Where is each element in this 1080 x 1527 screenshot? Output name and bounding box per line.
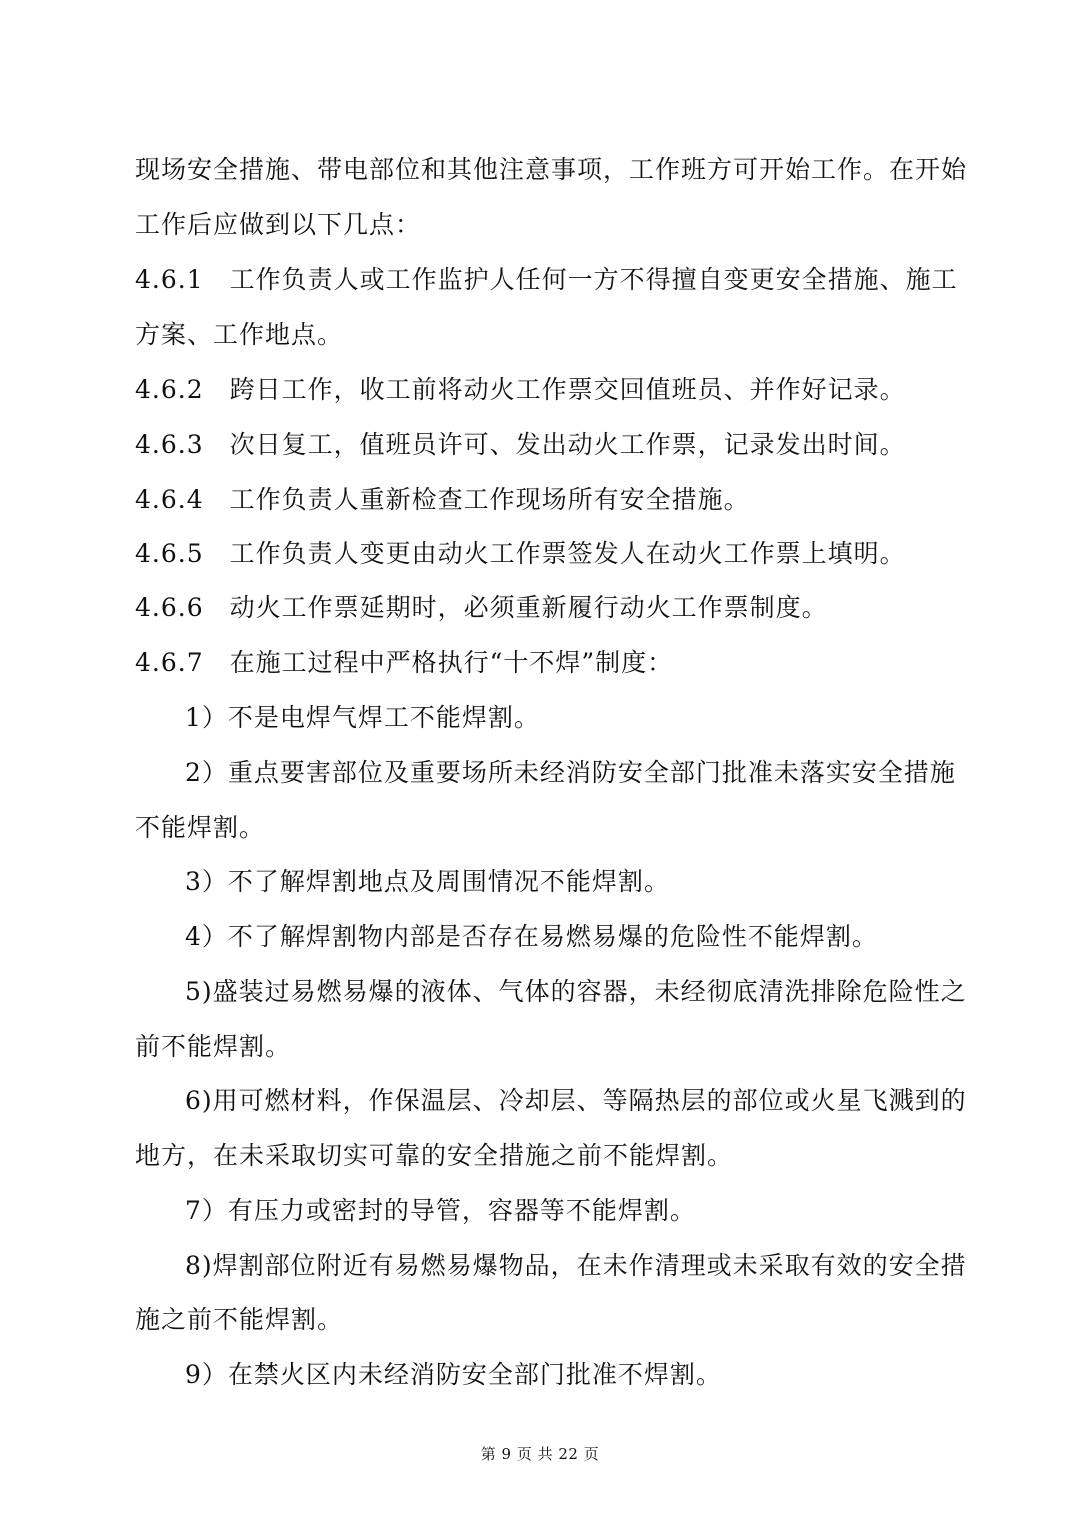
paragraph-line: 4.6.4 工作负责人重新检查工作现场所有安全措施。 [135,485,750,514]
paragraph-line: 现场安全措施、带电部位和其他注意事项，工作班方可开始工作。在开始 [135,155,968,184]
paragraph-line: 方案、工作地点。 [135,320,344,349]
paragraph-line: 4.6.1 工作负责人或工作监护人任何一方不得擅自变更安全措施、施工 [135,265,958,294]
list-item-continuation: 不能焊割。 [135,813,266,842]
paragraph-line: 工作后应做到以下几点： [135,210,422,239]
paragraph-line: 4.6.5 工作负责人变更由动火工作票签发人在动火工作票上填明。 [135,539,906,568]
list-item: 8)焊割部位附近有易燃易爆物品，在未作清理或未采取有效的安全措 [185,1251,967,1280]
list-item-continuation: 施之前不能焊割。 [135,1305,344,1334]
list-item: 5)盛装过易燃易爆的液体、气体的容器，未经彻底清洗排除危险性之 [185,977,967,1006]
paragraph-line: 4.6.2 跨日工作，收工前将动火工作票交回值班员、并作好记录。 [135,375,906,404]
list-item: 7）有压力或密封的导管，容器等不能焊割。 [185,1196,696,1225]
paragraph-line: 4.6.6 动火工作票延期时，必须重新履行动火工作票制度。 [135,593,828,622]
list-item: 9）在禁火区内未经消防安全部门批准不焊割。 [185,1360,722,1389]
list-item: 3）不了解焊割地点及周围情况不能焊割。 [185,867,670,896]
page-number-footer: 第 9 页 共 22 页 [480,1445,600,1463]
list-item: 1）不是电焊气焊工不能焊割。 [185,703,540,732]
list-item: 6)用可燃材料，作保温层、冷却层、等隔热层的部位或火星飞溅到的 [185,1086,967,1115]
paragraph-line: 4.6.3 次日复工，值班员许可、发出动火工作票，记录发出时间。 [135,430,906,459]
list-item-continuation: 地方，在未采取切实可靠的安全措施之前不能焊割。 [135,1141,734,1170]
list-item-continuation: 前不能焊割。 [135,1032,292,1061]
list-item: 4）不了解焊割物内部是否存在易燃易爆的危险性不能焊割。 [185,922,878,951]
paragraph-line: 4.6.7 在施工过程中严格执行“十不焊”制度： [135,648,674,677]
list-item: 2）重点要害部位及重要场所未经消防安全部门批准未落实安全措施 [185,758,956,787]
